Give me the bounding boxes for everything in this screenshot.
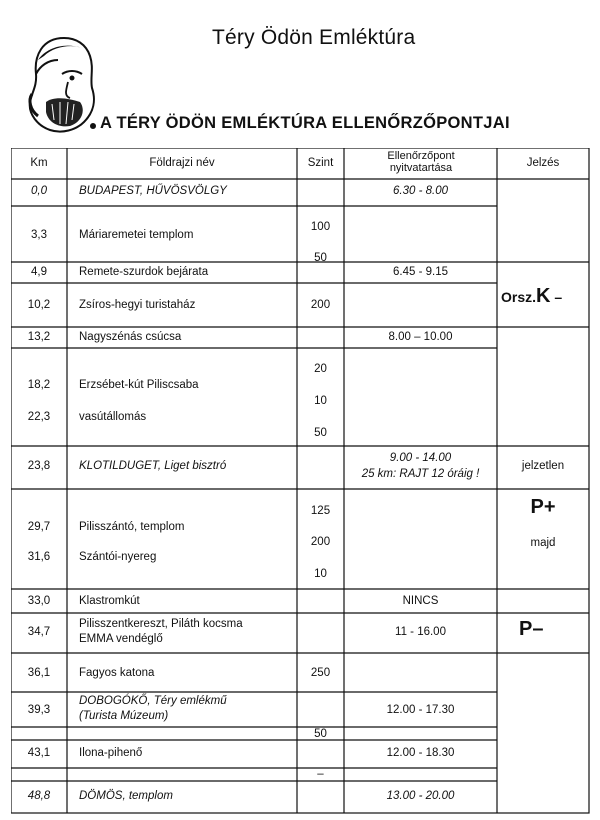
row-place: Pilisszentkereszt, Piláth kocsma	[79, 618, 243, 630]
row-km: 34,7	[27, 626, 51, 638]
row-km: 23,8	[27, 460, 51, 472]
row-place: Máriaremetei templom	[79, 229, 194, 241]
row-km: 0,0	[31, 185, 47, 197]
row-elevation: 100	[310, 221, 331, 233]
row-hours-note: 25 km: RAJT 12 óráig !	[361, 468, 480, 480]
row-km: 31,6	[27, 551, 51, 563]
row-elevation: 50	[314, 728, 327, 740]
row-place: Erzsébet-kút Piliscsaba	[79, 379, 199, 391]
row-place: DOBOGÓKŐ, Téry emlékmű	[79, 695, 227, 707]
row-place: Szántói-nyereg	[79, 551, 157, 563]
row-place: BUDAPEST, HŰVÖSVÖLGY	[79, 185, 227, 197]
row-km: 29,7	[27, 521, 51, 533]
trail-mark-national: Orsz.K –	[501, 285, 563, 307]
row-hours: 6.30 - 8.00	[393, 185, 448, 197]
row-km: 18,2	[27, 379, 51, 391]
row-km: 10,2	[27, 299, 51, 311]
row-place: Fagyos katona	[79, 667, 155, 679]
row-place: Ilona-pihenő	[79, 747, 143, 759]
row-place: Pilisszántó, templom	[79, 521, 185, 533]
row-hours: 9.00 - 14.00	[389, 452, 452, 464]
row-km: 22,3	[27, 411, 51, 423]
row-hours: 6.45 - 9.15	[393, 266, 448, 278]
row-km: 43,1	[27, 747, 51, 759]
row-elevation: 125	[310, 505, 331, 517]
row-place: vasútállomás	[79, 411, 147, 423]
table-heading: A TÉRY ÖDÖN EMLÉKTÚRA ELLENŐRZŐPONTJAI	[100, 114, 510, 132]
row-place: (Turista Múzeum)	[79, 710, 169, 722]
header-name: Földrajzi név	[149, 157, 215, 169]
trail-mark-label: majd	[530, 537, 556, 549]
row-km: 36,1	[27, 667, 51, 679]
row-elevation: 200	[310, 536, 331, 548]
row-hours: 8.00 – 10.00	[388, 331, 453, 343]
row-place: KLOTILDUGET, Liget bisztró	[79, 460, 227, 472]
row-place: Nagyszénás csúcsa	[79, 331, 182, 343]
header-km: Km	[30, 157, 48, 169]
row-hours: 12.00 - 17.30	[386, 704, 455, 716]
row-hours: 11 - 16.00	[395, 626, 446, 638]
row-elevation: 10	[314, 395, 327, 407]
row-km: 4,9	[31, 266, 47, 278]
row-hours: 13.00 - 20.00	[386, 790, 455, 802]
header-trail-mark: Jelzés	[526, 157, 560, 169]
row-km: 48,8	[27, 790, 51, 802]
header-opening-hours: Ellenőrzőpont nyitvatartása	[387, 150, 455, 174]
row-place: Klastromkút	[79, 595, 140, 607]
row-km: 39,3	[27, 704, 51, 716]
row-km: 13,2	[27, 331, 51, 343]
header-elevation: Szint	[307, 157, 334, 169]
row-hours: NINCS	[402, 595, 439, 607]
portrait-sketch-icon	[24, 30, 104, 136]
page-title: Téry Ödön Emléktúra	[212, 26, 416, 49]
trail-mark-label: jelzetlen	[521, 460, 565, 472]
row-elevation: 50	[314, 252, 327, 264]
bullet-dot	[90, 123, 96, 129]
row-place: EMMA vendéglő	[79, 633, 163, 645]
row-elevation: 10	[314, 568, 327, 580]
row-elevation: 250	[310, 667, 331, 679]
row-place: Zsíros-hegyi turistaház	[79, 299, 196, 311]
row-elevation: –	[317, 768, 324, 780]
row-elevation: 50	[314, 427, 327, 439]
row-km: 33,0	[27, 595, 51, 607]
row-place: DÖMÖS, templom	[79, 790, 173, 802]
row-elevation: 20	[314, 363, 327, 375]
row-elevation: 200	[310, 299, 331, 311]
row-hours: 12.00 - 18.30	[386, 747, 455, 759]
trail-mark-p-plus: P+	[530, 496, 556, 518]
trail-mark-p-minus: P–	[519, 618, 544, 640]
row-place: Remete-szurdok bejárata	[79, 266, 209, 278]
row-km: 3,3	[31, 229, 47, 241]
